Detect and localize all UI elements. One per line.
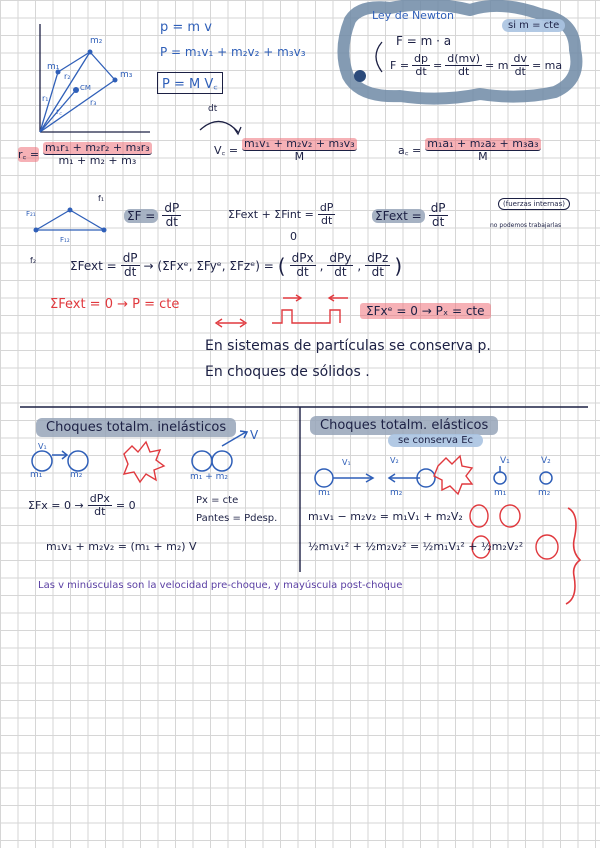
- elastic-subtitle: se conserva Ec: [388, 434, 483, 447]
- internal-forces-subnote: no podemos trabajarlas: [490, 222, 562, 229]
- sum-forces-num: dP: [164, 201, 180, 215]
- sum-ext-int-num: dP: [319, 201, 334, 214]
- label-cm: CM: [80, 84, 91, 92]
- sum-ext-eq: [372, 202, 448, 229]
- components-fraction: [121, 252, 140, 279]
- label-m3: m₃: [120, 70, 133, 80]
- comp-y: [327, 252, 353, 279]
- inelastic-label-v1: V₁: [38, 442, 47, 451]
- comp-x-num: dPx: [291, 251, 314, 265]
- conservation-red-line: ΣFext = 0 → P = cte: [50, 297, 180, 312]
- sum-ext-den: dt: [431, 215, 445, 230]
- conservation-highlight: ΣFxᵉ = 0 → Pₓ = cte: [360, 303, 491, 319]
- comp-y-num: dPy: [329, 251, 352, 265]
- newton-eq2-m: = m: [485, 59, 509, 73]
- paren-close: ): [394, 253, 403, 278]
- label-r2: r₂: [64, 72, 71, 81]
- sum-forces-lhs: ΣF =: [124, 209, 158, 223]
- inelastic-pantes: Pantes = Pdesp.: [196, 513, 278, 524]
- elastic-label-m1-post: m₁: [494, 488, 507, 498]
- newton-eq2-dt: dt: [415, 65, 427, 79]
- p-definition: p = m v: [160, 20, 212, 35]
- label-rc: r꜀: [56, 107, 63, 116]
- elastic-energy: ½m₁v₁² + ½m₂v₂² = ½m₁V₁² + ½m₂V₂²: [308, 540, 524, 553]
- comp-z-num: dPz: [367, 251, 389, 265]
- components-lhs: ΣFext =: [70, 258, 117, 273]
- sum-ext-int-eq: [228, 202, 335, 227]
- components-eq: ΣFext = $\frac{dP}{dt}$ → (ΣFxᵉ, ΣFyᵉ, ΣFzᵉ) = ( $\frac{\text{dPx}}{dt}$ , $\frac{\text{dPy}}{dt}$ , $\frac{\text{dPz}}{dt}$ ): [70, 251, 403, 280]
- newton-eq2-lhs: F =: [390, 59, 410, 73]
- inelastic-label-m1m2: m₁ + m₂: [190, 472, 229, 482]
- inelastic-px-cte: Px = cte: [196, 495, 239, 506]
- elastic-label-v1-post: V₁: [500, 456, 510, 466]
- newton-eq2-dvdt: [511, 53, 529, 78]
- rc-formula: [18, 142, 152, 167]
- ac-denominator: M: [478, 150, 488, 164]
- vc-numerator: m₁v₁ + m₂v₂ + m₃v₃: [244, 137, 355, 150]
- vc-formula: [214, 138, 357, 163]
- inelastic-sum-den: dt: [94, 505, 106, 519]
- ac-formula: [398, 138, 541, 163]
- comp-z-den: dt: [371, 265, 384, 280]
- label-m2: m₂: [90, 36, 103, 46]
- elastic-title: Choques totalm. elásticos: [310, 416, 498, 435]
- newton-title: Ley de Newton: [372, 9, 454, 22]
- footnote: Las v minúsculas son la velocidad pre-choque, y mayúscula post-choque: [38, 580, 403, 591]
- ac-fraction: [425, 138, 540, 163]
- conservation-line2: En choques de sólidos .: [205, 364, 370, 380]
- newton-eq2-dv: dv: [513, 52, 527, 65]
- inelastic-sum-lhs: ΣFx = 0 →: [28, 499, 84, 513]
- sum-ext-int-fraction: [318, 202, 336, 227]
- rc-numerator: m₁r₁ + m₂r₂ + m₃r₃: [45, 141, 150, 154]
- newton-eq2-eq: =: [433, 59, 443, 73]
- vc-lhs: V꜀ =: [214, 144, 239, 158]
- ac-lhs: a꜀ =: [398, 144, 422, 158]
- comp-x: [290, 252, 316, 279]
- sum-ext-int-lhs: ΣFext + ΣFint =: [228, 208, 314, 222]
- elastic-label-v2: V₂: [390, 456, 399, 465]
- newton-eq2-dmvdt: [445, 53, 482, 78]
- inelastic-label-v: V: [250, 428, 259, 442]
- label-f21: F₂₁: [26, 210, 36, 218]
- elastic-label-m1: m₁: [318, 488, 331, 498]
- p-sum: P = m₁v₁ + m₂v₂ + m₃v₃: [160, 45, 306, 59]
- internal-zero-note: 0: [290, 230, 297, 243]
- components-den: dt: [123, 265, 137, 280]
- newton-eq1: F = m · a: [396, 34, 452, 48]
- elastic-label-v2-post: V₂: [541, 456, 551, 466]
- elastic-label-m2-post: m₂: [538, 488, 551, 498]
- inelastic-label-m2: m₂: [70, 470, 83, 480]
- rc-lhs: r꜀ =: [18, 148, 40, 162]
- newton-eq2-dmv: d(mv): [447, 52, 481, 65]
- sum-ext-lhs: ΣFext =: [372, 209, 425, 223]
- paren-open: (: [277, 253, 286, 278]
- rc-fraction: [43, 142, 152, 167]
- sum-forces-den: dt: [165, 215, 178, 230]
- newton-eq2-end: = ma: [531, 59, 563, 73]
- label-r1: r₁: [42, 94, 49, 103]
- conservation-line1: En sistemas de partículas se conserva p.: [205, 338, 491, 354]
- comp-y-den: dt: [334, 265, 347, 280]
- elastic-momentum: m₁v₁ − m₂v₂ = m₁V₁ + m₂V₂: [308, 510, 463, 523]
- sum-forces-eq: [124, 202, 181, 229]
- components-num: dP: [122, 251, 138, 265]
- inelastic-title: Choques totalm. inelásticos: [36, 418, 236, 437]
- components-tuple: → (ΣFxᵉ, ΣFyᵉ, ΣFzᵉ) =: [143, 258, 274, 273]
- newton-mass-constant-tag: si m = cte: [502, 19, 565, 32]
- p-total: P = M V꜀: [157, 72, 223, 94]
- elastic-label-v1: V₁: [342, 458, 351, 467]
- newton-eq2-dt2: dt: [457, 65, 470, 79]
- label-f12: F₁₂: [60, 236, 70, 244]
- label-f1: f₁: [98, 194, 105, 203]
- label-m1: m₁: [47, 62, 60, 72]
- inelastic-sum-eq: [28, 493, 136, 518]
- newton-eq2-dp: dp: [414, 52, 429, 65]
- inelastic-sum-fraction: [88, 493, 112, 518]
- inelastic-sum-num: dPx: [89, 492, 110, 505]
- comp-x-den: dt: [296, 265, 309, 280]
- vc-fraction: [242, 138, 357, 163]
- comp-z: [365, 252, 390, 279]
- internal-forces-note: (fuerzas internas): [498, 198, 570, 210]
- dt-arrow-label: dt: [208, 104, 218, 114]
- label-r3: r₃: [90, 98, 97, 107]
- vc-denominator: M: [294, 150, 305, 164]
- sum-ext-int-den: dt: [320, 214, 333, 228]
- newton-eq2-dpdt: [412, 53, 430, 78]
- sum-forces-fraction: [162, 202, 181, 229]
- ac-numerator: m₁a₁ + m₂a₂ + m₃a₃: [427, 137, 539, 150]
- label-f2: f₂: [30, 256, 37, 265]
- rc-denominator: m₁ + m₂ + m₃: [58, 154, 137, 168]
- sum-ext-fraction: [429, 202, 448, 229]
- newton-eq2: [390, 53, 562, 78]
- newton-eq2-dt3: dt: [514, 65, 526, 79]
- inelastic-sum-end: = 0: [115, 499, 136, 513]
- inelastic-label-m1: m₁: [30, 470, 43, 480]
- inelastic-momentum: m₁v₁ + m₂v₂ = (m₁ + m₂) V: [46, 540, 197, 553]
- elastic-label-m2: m₂: [390, 488, 403, 498]
- sum-ext-num: dP: [430, 201, 446, 215]
